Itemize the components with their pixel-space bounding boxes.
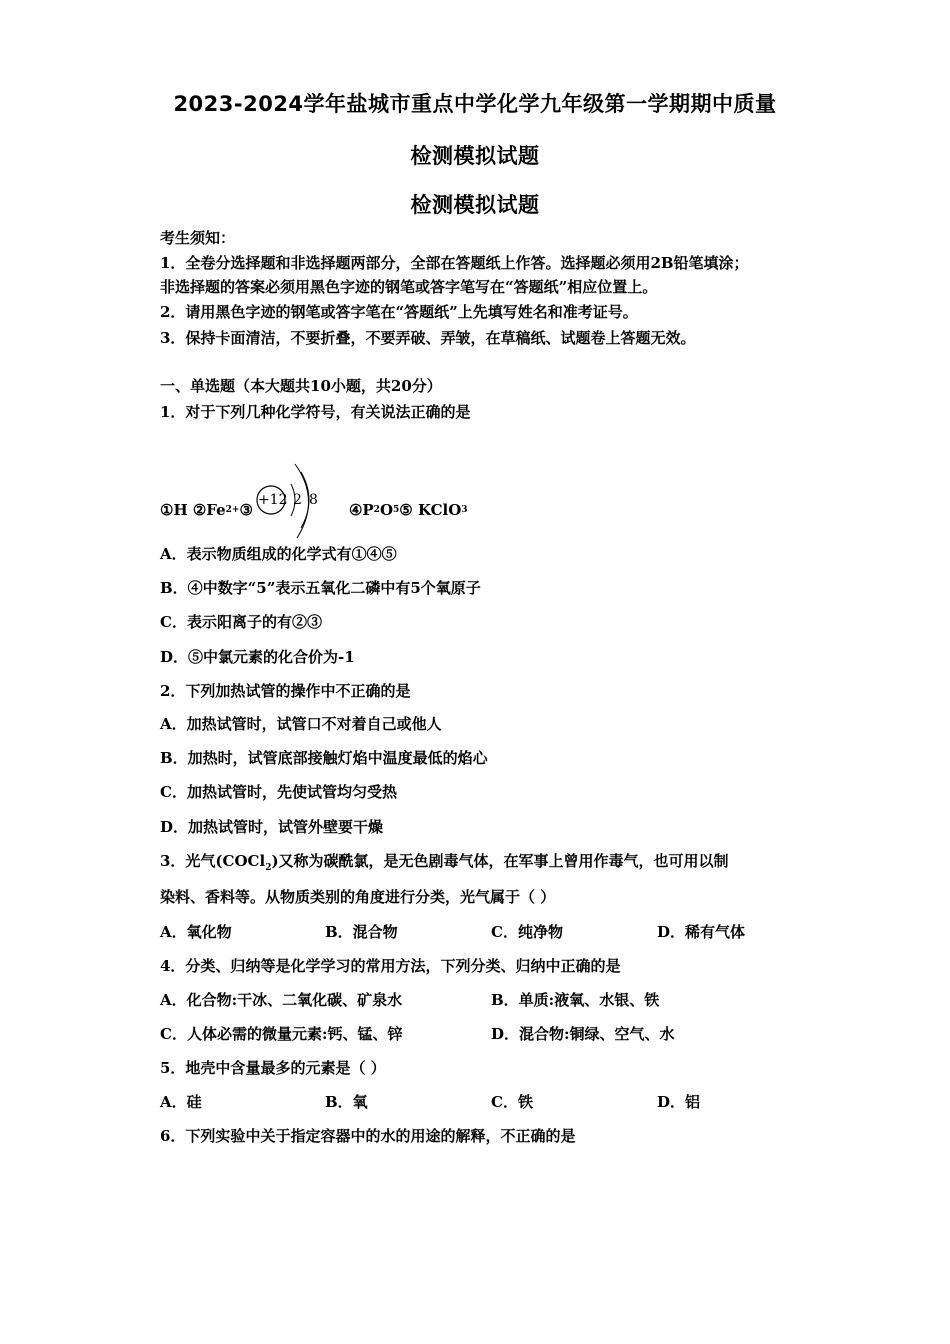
q1-option-d: D．⑤中氯元素的化合价为-1 — [160, 648, 355, 666]
section-heading: 一、单选题（本大题共10小题，共20分） — [160, 377, 442, 395]
notice-item-3: 3．保持卡面清洁，不要折叠，不要弄破、弄皱，在草稿纸、试题卷上答题无效。 — [160, 329, 696, 347]
exam-title-line3: 检测模拟试题 — [410, 193, 540, 217]
atom-structure-diagram — [255, 470, 347, 550]
q1-formula-row — [160, 470, 468, 550]
q3-stem — [160, 850, 729, 873]
exam-title-line1: 2023-2024学年盐城市重点中学化学九年级第一学期期中质量 — [173, 92, 777, 116]
shell-2-electrons: 8 — [308, 492, 318, 508]
q1-formula-5: ⑤ KClO — [399, 501, 462, 519]
q1-formula-4-sub1: 2 — [373, 505, 380, 515]
q5-option-b: B．氧 — [325, 1093, 368, 1111]
q1-formula-1-charge: 2+ — [225, 505, 240, 515]
q1-formula-4-sub2: 5 — [393, 505, 400, 515]
exam-title-line2: 检测模拟试题 — [410, 144, 540, 168]
q2-option-c: C．加热试管时，先使试管均匀受热 — [160, 783, 397, 801]
q4-option-b: B．单质:液氧、水银、铁 — [491, 991, 660, 1009]
q1-formula-4: ④P — [348, 501, 374, 519]
q2-option-b: B．加热时，试管底部接触灯焰中温度最低的焰心 — [160, 749, 488, 767]
notice-item-1a: 1．全卷分选择题和非选择题两部分，全部在答题纸上作答。选择题必须用2B铅笔填涂； — [160, 254, 749, 272]
q1-formula-4-o: O — [379, 501, 394, 519]
q1-formula-1: ①H ②Fe — [160, 501, 226, 519]
q2-option-a: A．加热试管时，试管口不对着自己或他人 — [160, 715, 442, 733]
q5-stem: 5．地壳中含量最多的元素是（ ） — [160, 1059, 386, 1077]
q4-stem: 4．分类、归纳等是化学学习的常用方法，下列分类、归纳中正确的是 — [160, 957, 621, 975]
q2-stem: 2．下列加热试管的操作中不正确的是 — [160, 682, 411, 700]
notice-heading: 考生须知： — [160, 229, 236, 247]
q3-stem-b: )又称为碳酰氯，是无色剧毒气体，在军事上曾用作毒气，也可用以制 — [271, 852, 729, 870]
q1-formula-5-sub: 3 — [461, 505, 468, 515]
nucleus-charge: +12 — [257, 492, 288, 508]
shell-1-electrons: 2 — [292, 492, 302, 508]
notice-item-2: 2．请用黑色字迹的钢笔或答字笔在“答题纸”上先填写姓名和准考证号。 — [160, 303, 638, 321]
q3-option-c: C．纯净物 — [491, 923, 563, 941]
q4-option-d: D．混合物:铜绿、空气、水 — [491, 1025, 675, 1043]
electron-shell-2 — [301, 472, 309, 528]
q3-option-a: A．氧化物 — [160, 923, 232, 941]
notice-item-1b: 非选择题的答案必须用黑色字迹的钢笔或答字笔写在“答题纸”相应位置上。 — [160, 278, 658, 296]
q6-stem: 6．下列实验中关于指定容器中的水的用途的解释，不正确的是 — [160, 1127, 576, 1145]
q3-option-d: D．稀有气体 — [657, 923, 746, 941]
q4-option-a: A．化合物:干冰、二氧化碳、矿泉水 — [160, 991, 403, 1009]
q5-option-a: A．硅 — [160, 1093, 202, 1111]
q1-stem: 1．对于下列几种化学符号，有关说法正确的是 — [160, 403, 471, 421]
q1-option-a: A．表示物质组成的化学式有①④⑤ — [160, 545, 397, 563]
q1-formula-3-label: ③ — [239, 501, 253, 519]
q3-stem-a: 3．光气(COCl — [160, 852, 266, 870]
q1-option-c: C．表示阳离子的有②③ — [160, 613, 322, 631]
q3-option-b: B．混合物 — [325, 923, 398, 941]
q4-option-c: C．人体必需的微量元素:钙、锰、锌 — [160, 1025, 403, 1043]
q5-option-d: D．铝 — [657, 1093, 701, 1111]
q3-stem-line2: 染料、香料等。从物质类别的角度进行分类，光气属于（ ） — [160, 888, 556, 906]
q5-option-c: C．铁 — [491, 1093, 533, 1111]
q1-option-b: B．④中数字“5”表示五氧化二磷中有5个氧原子 — [160, 579, 481, 597]
q3-stem-sub: 2 — [265, 863, 272, 873]
q2-option-d: D．加热试管时，试管外壁要干燥 — [160, 818, 384, 836]
